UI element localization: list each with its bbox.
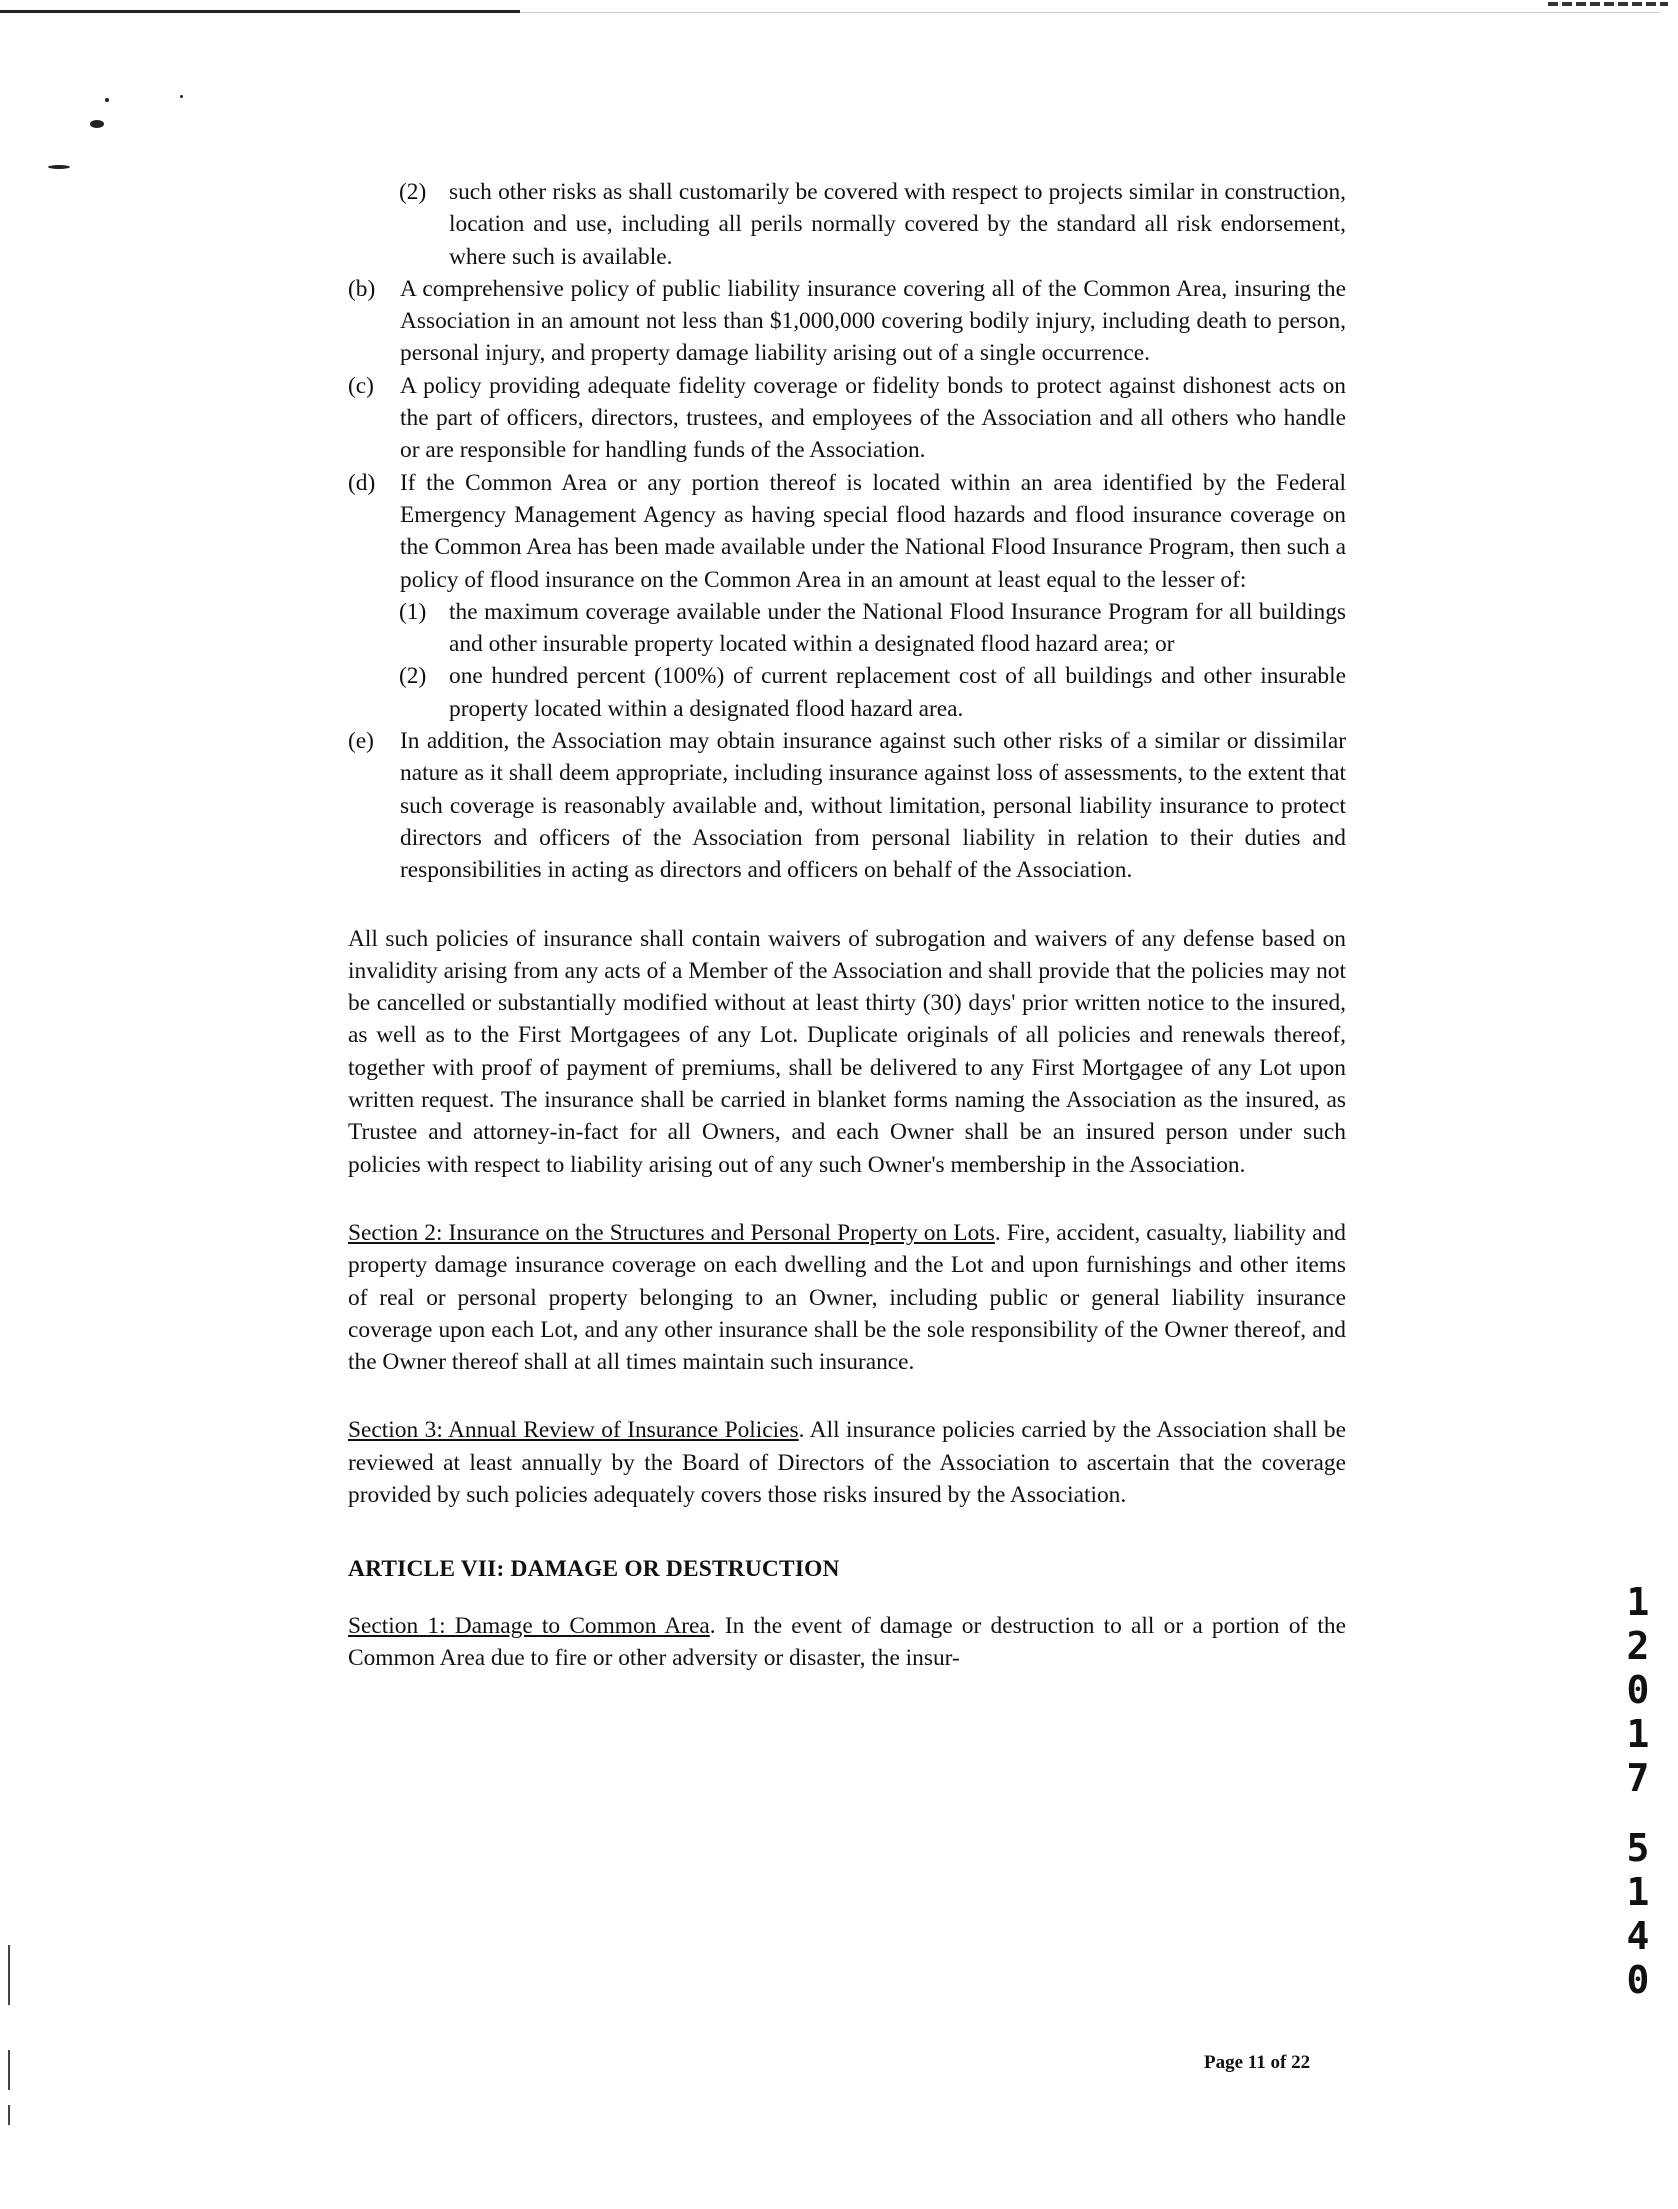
list-item-text: If the Common Area or any portion thereof is located within an area identified by the Federal Emergency Management Agency as having special flood hazards and flood insurance coverage on the Common Area has been made available under the National Flood Insurance Program, then such a policy of flood insurance on the Common Area in an amount at least equal to the lesser of:: [400, 469, 1346, 593]
list-item-text: such other risks as shall customarily be covered with respect to projects similar in construction, location and use, including all perils normally covered by the standard all risk endorsement, where such is available.: [449, 179, 1346, 270]
stamp-digit: 0: [1626, 1668, 1650, 1712]
scan-speck: [180, 95, 183, 98]
article-heading: ARTICLE VII: DAMAGE OR DESTRUCTION: [348, 1556, 840, 1583]
document-body: [348, 176, 1346, 1674]
list-item-text: one hundred percent (100%) of current replacement cost of all buildings and other insurable property located within a designated flood hazard area.: [449, 663, 1346, 722]
list-item-label: (1): [399, 598, 427, 625]
scan-top-rule: [0, 10, 520, 13]
list-item: [348, 273, 1346, 370]
stamp-digit: 5: [1626, 1826, 1650, 1870]
list-item: [348, 660, 1346, 725]
policies-paragraph: All such policies of insurance shall contain waivers of subrogation and waivers of any defense based on invalidity arising from any acts of a Member of the Association and shall provide that the policies may not be cancelled or substantially modified without at least thirty (30) days' prior written notice to the insured, as well as to the First Mortgagees of any Lot. Duplicate originals of all policies and renewals thereof, together with proof of payment of premiums, shall be delivered to any First Mortgagee of any Lot upon written request. The insurance shall be carried in blanket forms naming the Association as the insured, as Trustee and attorney-in-fact for all Owners, and each Owner shall be an insured person under such policies with respect to liability arising out of any such Owner's membership in the Association.: [348, 925, 1346, 1178]
list-item-text: In addition, the Association may obtain insurance against such other risks of a similar or dissimilar nature as it shall deem appropriate, including insurance against loss of assessments, to the extent that such coverage is reasonably available and, without limitation, personal liability insurance to protect directors and officers of the Association from personal liability in relation to their duties and responsibilities in acting as directors and officers on behalf of the Association.: [400, 728, 1346, 884]
list-item-label: (d): [348, 469, 376, 496]
section-2-body: . Fire, accident, casualty, liability and property damage insurance coverage on each dwelling and the Lot and upon furnishings and other items of real or personal property belonging to an Owner, including public or general liability insurance coverage upon each Lot, and any other insurance shall be the sole responsibility of the Owner thereof, and the Owner thereof shall at all times maintain such insurance.: [348, 1219, 1346, 1376]
stamp-digit: 1: [1626, 1712, 1650, 1756]
scan-speck: [48, 165, 70, 169]
scan-margin-line: [8, 2105, 10, 2125]
list-item-label: (b): [348, 275, 376, 302]
scan-speck: [90, 120, 104, 128]
section-2-heading: Section 2: Insurance on the Structures and Personal Property on Lots: [348, 1219, 995, 1246]
scan-corner-mark: [1548, 2, 1668, 6]
insurance-list: [348, 176, 1346, 887]
scan-margin-line: [8, 1945, 10, 2005]
document-number-stamp: [1618, 1580, 1658, 2002]
list-item: [348, 596, 1346, 661]
list-item-label: (c): [348, 372, 374, 399]
stamp-digit: 4: [1626, 1914, 1650, 1958]
section-3-body: . All insurance policies carried by the Association shall be reviewed at least annually by the Board of Directors of the Association to ascertain that the coverage provided by such policies adequately covers those risks insured by the Association.: [348, 1417, 1346, 1508]
article-section-1-paragraph: [348, 1610, 1346, 1675]
list-item-label: (2): [399, 663, 427, 690]
list-item-label: (2): [399, 179, 427, 205]
list-item: [348, 467, 1346, 596]
section-3-heading: Section 3: Annual Review of Insurance Policies: [348, 1417, 799, 1444]
list-item-text: A policy providing adequate fidelity coverage or fidelity bonds to protect against dishonest acts on the part of officers, directors, trustees, and employees of the Association and all others who handle or are responsible for handling funds of the Association.: [400, 372, 1346, 464]
scan-margin-line: [8, 2050, 10, 2090]
list-item-text: A comprehensive policy of public liability insurance covering all of the Common Area, insuring the Association in an amount not less than $1,000,000 covering bodily injury, including death to person, personal injury, and property damage liability arising out of a single occurrence.: [400, 275, 1346, 367]
section-3-paragraph: [348, 1414, 1346, 1511]
list-item: [348, 176, 1346, 273]
list-item-text: the maximum coverage available under the National Flood Insurance Program for all buildings and other insurable property located within a designated flood hazard area; or: [449, 598, 1346, 658]
article-section-1-body: . In the event of damage or destruction to all or a portion of the Common Area due to fire or other adversity or disaster, the insur-: [348, 1612, 1346, 1671]
scan-speck: [105, 98, 109, 102]
article-section-1-heading: Section 1: Damage to Common Area: [348, 1612, 710, 1639]
stamp-digit: 1: [1626, 1580, 1650, 1624]
stamp-digit: 7: [1626, 1756, 1650, 1800]
list-item: [348, 725, 1346, 886]
list-item-label: (e): [348, 728, 374, 755]
list-item: [348, 370, 1346, 467]
stamp-digit: 1: [1626, 1870, 1650, 1914]
section-2-paragraph: [348, 1217, 1346, 1378]
scan-top-rule-thin: [520, 12, 1660, 13]
page-number: Page 11 of 22: [1204, 2052, 1311, 2073]
stamp-digit: 0: [1626, 1958, 1650, 2002]
stamp-digit: 2: [1626, 1624, 1650, 1668]
